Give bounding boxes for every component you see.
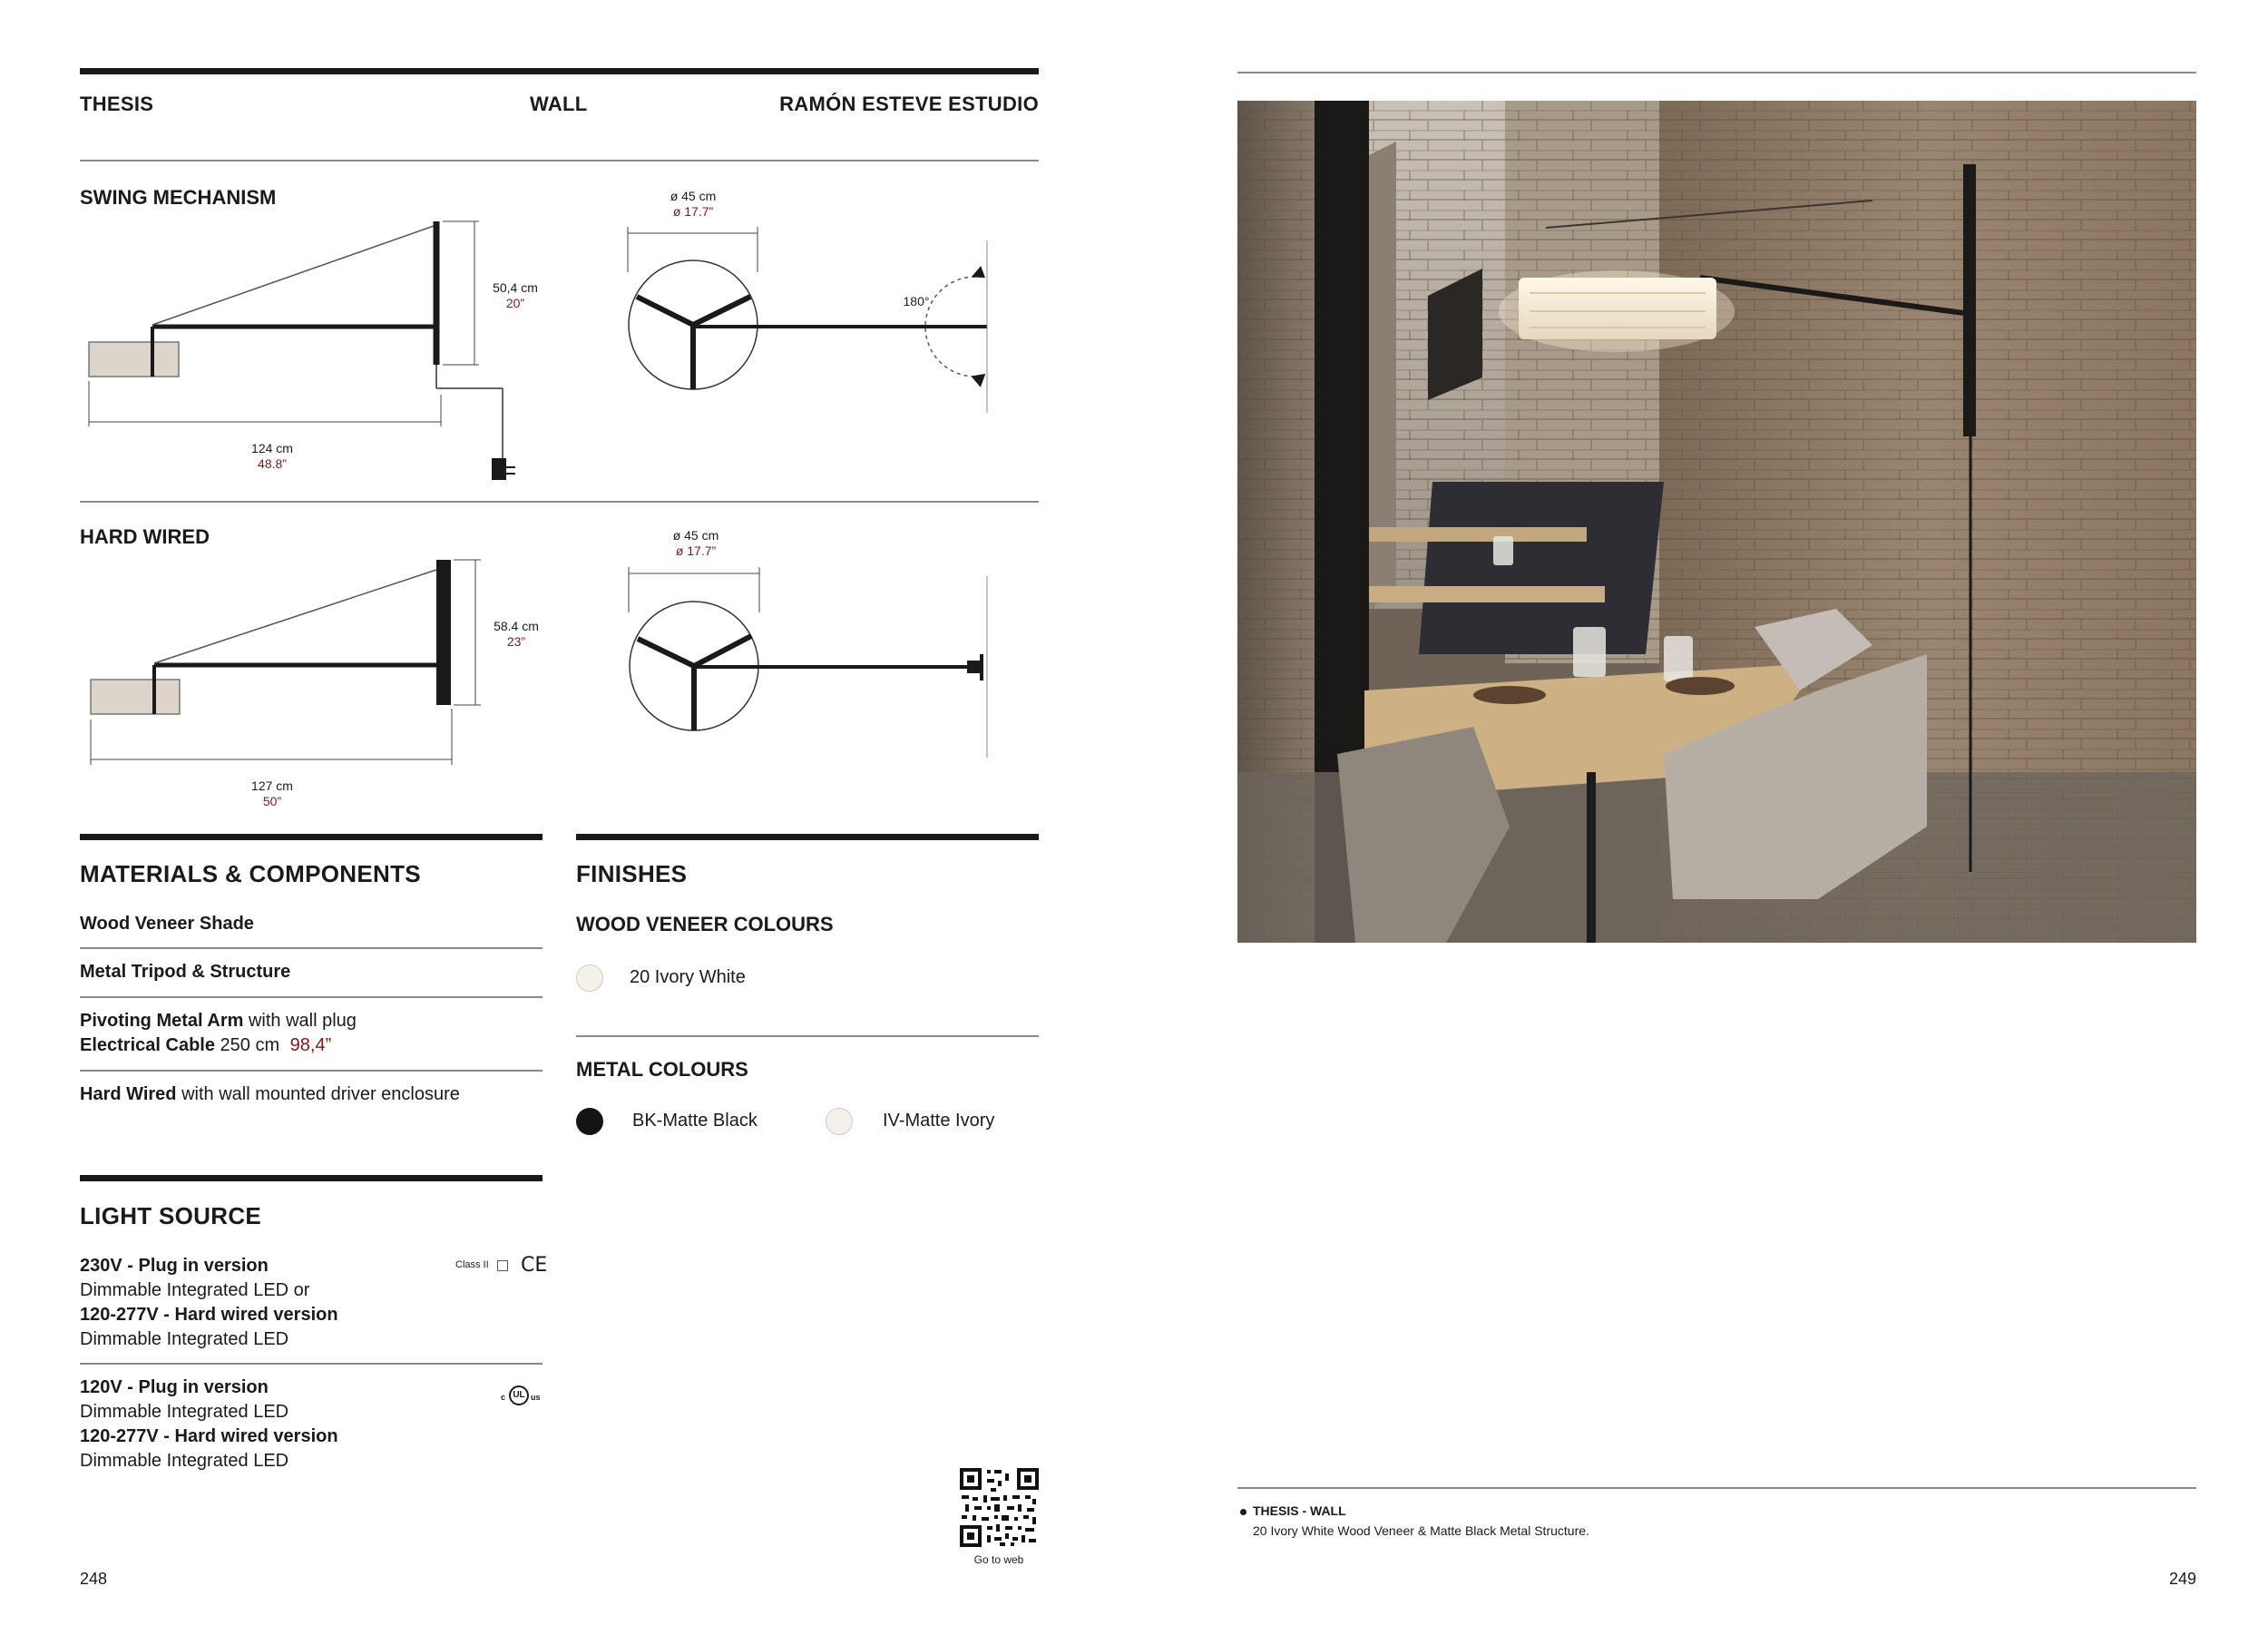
swing-width-in: 48.8” [258, 456, 287, 471]
swing-diameter-label [657, 189, 729, 220]
hardwired-section-title: HARD WIRED [80, 525, 210, 548]
hardwired-height-label [482, 619, 551, 650]
hardwired-width-label [236, 778, 308, 809]
material-cable-inches: 98,4” [289, 1035, 332, 1055]
ul-c: c [501, 1393, 506, 1402]
material-cable [80, 1033, 331, 1058]
swing-height-cm: 50,4 cm [493, 280, 538, 295]
hardwired-diam-cm: ø 45 cm [672, 528, 719, 543]
page-number-left: 248 [80, 1570, 108, 1588]
light-120v-plug: 120V - Plug in version [80, 1377, 269, 1397]
light-120-277v-led: Dimmable Integrated LED [80, 1329, 289, 1349]
class-ii-label: Class II [455, 1259, 489, 1270]
light-divider [80, 1363, 543, 1365]
light-230v-led: Dimmable Integrated LED or [80, 1280, 310, 1300]
swing-section-title: SWING MECHANISM [80, 186, 277, 209]
swing-width-cm: 124 cm [251, 441, 293, 455]
swing-diam-cm: ø 45 cm [670, 189, 717, 203]
product-name: THESIS [80, 93, 154, 115]
caption-bullet [1240, 1509, 1246, 1515]
material-hardwired-bold: Hard Wired [80, 1084, 177, 1104]
swing-diam-in: ø 17.7” [672, 204, 714, 219]
light-120-277v-hardwired-us: 120-277V - Hard wired version [80, 1426, 338, 1446]
top-rule [80, 68, 1039, 74]
ivory-white-swatch [576, 964, 603, 992]
materials-title: MATERIALS & COMPONENTS [80, 860, 421, 887]
qr-code[interactable] [960, 1468, 1039, 1547]
matte-ivory-swatch [826, 1108, 853, 1135]
ul-circle: UL [509, 1385, 529, 1405]
material-tripod: Metal Tripod & Structure [80, 962, 291, 982]
material-shade: Wood Veneer Shade [80, 914, 254, 934]
finishes-title: FINISHES [576, 860, 688, 887]
class-ii-icon [497, 1260, 508, 1271]
materials-rule [80, 834, 543, 840]
header-divider [80, 160, 1039, 162]
right-top-divider [1237, 72, 2196, 73]
material-arm-rest: with wall plug [243, 1011, 357, 1031]
swing-width-label [236, 441, 308, 472]
metal-colours-title: METAL COLOURS [576, 1058, 748, 1081]
caption-text: 20 Ivory White Wood Veneer & Matte Black Metal Structure. [1253, 1523, 1589, 1538]
material-arm [80, 1009, 357, 1033]
caption-divider [1237, 1487, 2196, 1489]
light-120v-led: Dimmable Integrated LED [80, 1402, 289, 1422]
hardwired-diameter-label [660, 528, 732, 559]
matte-black-swatch [576, 1108, 603, 1135]
hardwired-side-drawing [80, 549, 552, 767]
caption-title: THESIS - WALL [1253, 1503, 1346, 1518]
material-hardwired [80, 1082, 460, 1107]
designer-name: RAMÓN ESTEVE ESTUDIO [779, 93, 1039, 115]
material-cable-rest: 250 cm [214, 1035, 285, 1055]
restaurant-photo [1237, 101, 2196, 943]
metal-colour-matte-ivory: IV-Matte Ivory [883, 1111, 995, 1131]
swing-angle-label: 180° [903, 294, 930, 308]
finishes-divider [576, 1035, 1039, 1037]
materials-divider-2 [80, 996, 543, 998]
page-number-right: 249 [2168, 1570, 2196, 1588]
product-type: WALL [530, 93, 588, 115]
wood-colour-ivory-white: 20 Ivory White [630, 967, 746, 987]
hardwired-diam-in: ø 17.7” [675, 543, 717, 558]
swing-top-drawing [617, 222, 998, 413]
qr-label[interactable]: Go to web [973, 1553, 1024, 1566]
light-source-rule [80, 1175, 543, 1181]
swing-height-label [481, 280, 550, 311]
material-cable-bold: Electrical Cable [80, 1035, 215, 1055]
hardwired-height-in: 23” [506, 634, 526, 649]
ul-us: us [531, 1393, 541, 1402]
hardwired-width-cm: 127 cm [251, 778, 293, 793]
ul-mark [501, 1385, 543, 1407]
swing-side-drawing [80, 209, 552, 490]
light-230v-plug: 230V - Plug in version [80, 1256, 269, 1276]
hardwired-height-cm: 58.4 cm [494, 619, 539, 633]
metal-colour-matte-black: BK-Matte Black [632, 1111, 758, 1131]
material-hardwired-rest: with wall mounted driver enclosure [176, 1084, 460, 1104]
wood-colours-title: WOOD VENEER COLOURS [576, 913, 834, 935]
swing-divider [80, 501, 1039, 503]
hardwired-width-in: 50” [262, 794, 282, 808]
finishes-rule [576, 834, 1039, 840]
materials-divider-1 [80, 947, 543, 949]
light-group-eu [80, 1254, 338, 1352]
materials-divider-3 [80, 1070, 543, 1072]
material-arm-bold: Pivoting Metal Arm [80, 1011, 244, 1031]
light-group-us [80, 1376, 338, 1473]
swing-height-in: 20” [505, 296, 525, 310]
light-120-277v-hardwired: 120-277V - Hard wired version [80, 1305, 338, 1325]
hardwired-top-drawing [617, 563, 998, 762]
light-source-title: LIGHT SOURCE [80, 1202, 262, 1229]
ce-mark: CE [521, 1254, 548, 1277]
light-120-277v-led-us: Dimmable Integrated LED [80, 1451, 289, 1471]
